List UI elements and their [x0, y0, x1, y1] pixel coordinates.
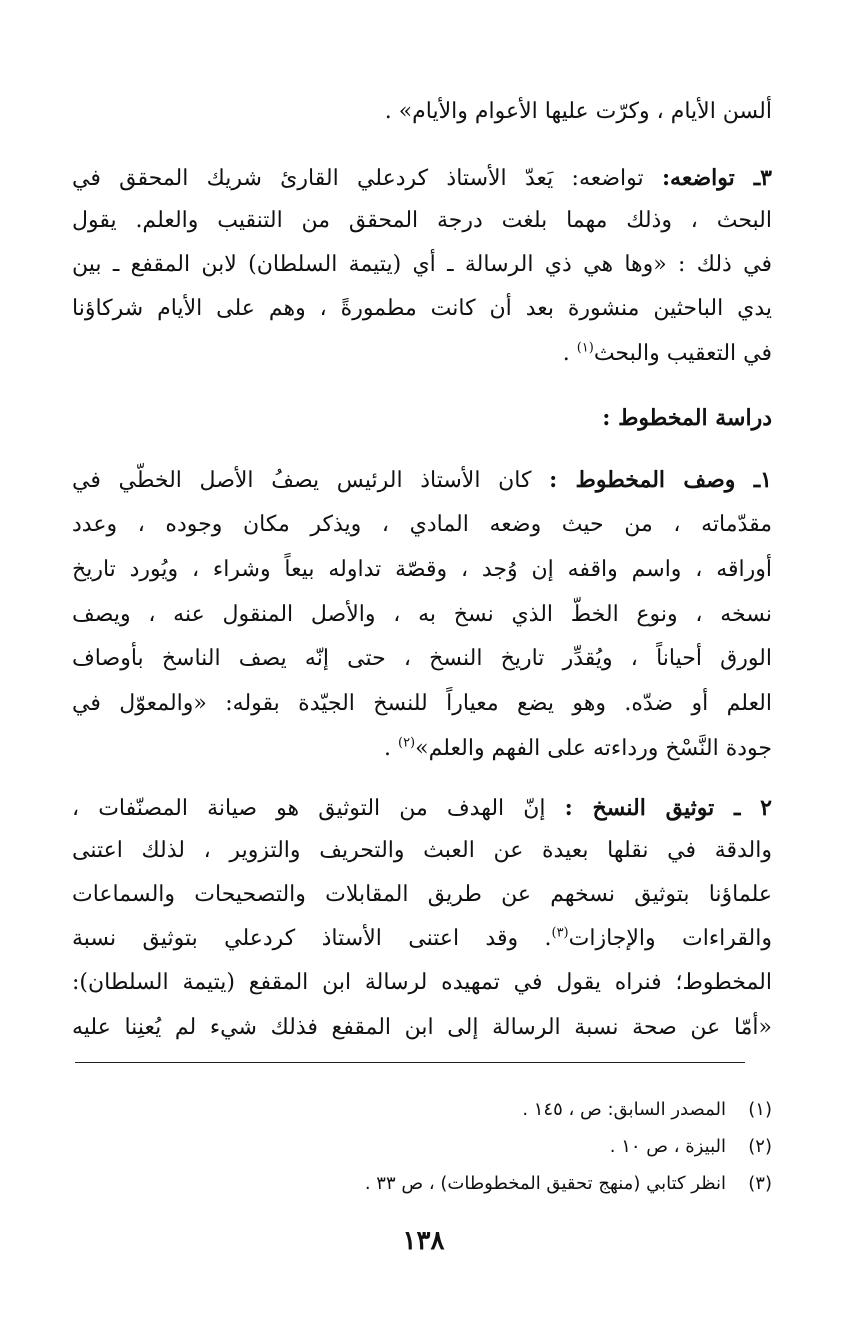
text-line-4: في ذلك : «وها هي ذي الرسالة ـ أي (يتيمة السلطان) لابن المقفع ـ بين: [72, 252, 772, 277]
page-number: ١٣٨: [402, 1226, 445, 1256]
text-line-9: مقدّماته ، من حيث وضعه المادي ، ويذكر مكان وجوده ، وعدد: [72, 512, 772, 537]
text-line-15: ٢ ـ توثيق النسخ : إنّ الهدف من التوثيق هو صيانة المصنّفات ،: [72, 795, 772, 821]
footnote-2: (٢)البيزة ، ص ١٠ .: [609, 1136, 772, 1157]
text-line-1: ألسن الأيام ، وكرّت عليها الأعوام والأيام» .: [384, 99, 772, 124]
text-line-20: «أمّا عن صحة نسبة الرسالة إلى ابن المقفع فذلك شيء لم يُعنِنا عليه: [72, 1015, 772, 1040]
text-line-17: علماؤنا بتوثيق نسخهم عن طريق المقابلات والتصحيحات والسماعات: [72, 882, 772, 907]
text-line-18: والقراءات والإجازات$^{(٣)}$. وقد اعتنى الأستاذ كردعلي بتوثيق نسبة: [72, 925, 773, 951]
footnote-3: (٣)انظر كتابي (منهج تحقيق المخطوطات) ، ص ٣٣ .: [364, 1173, 772, 1194]
text-line-16: والدقة في نقلها بعيدة عن العبث والتحريف والتزوير ، لذلك اعتنى: [72, 838, 772, 863]
text-line-12: الورق أحياناً ، ويُقدِّر تاريخ النسخ ، حتى إنّه يصف الناسخ بأوصاف: [72, 646, 772, 671]
text-line-11: نسخه ، ونوع الخطّ الذي نسخ به ، والأصل المنقول عنه ، ويصف: [72, 602, 772, 627]
text-line-6: في التعقيب والبحث$^{(١)}$ .: [562, 340, 772, 366]
item-label-1: ١ـ وصف المخطوط :: [549, 467, 772, 493]
item-label-2: ٢ ـ توثيق النسخ :: [564, 795, 772, 821]
text-line-2: [72, 158, 772, 198]
footnote-ref-1: (١): [576, 340, 594, 356]
text-line-13: العلم أو ضدّه. وهو يضع معياراً للنسخ الجيّدة بقوله: «والمعوّل في: [72, 691, 772, 716]
footnote-separator: [75, 1062, 745, 1063]
text-line-19: المخطوط؛ فنراه يقول في تمهيده لرسالة ابن المقفع (يتيمة السلطان):: [72, 970, 772, 995]
footnote-ref-2: (٢): [397, 735, 416, 751]
footnote-ref-3: (٣): [551, 925, 569, 941]
text-line-5: يدي الباحثين منشورة بعد أن كانت مطمورةً ، وهم على الأيام شركاؤنا: [72, 296, 772, 321]
section-heading: دراسة المخطوط :: [602, 405, 772, 431]
footnote-1: (١)المصدر السابق: ص ، ١٤٥ .: [522, 1099, 772, 1120]
text-line-10: أوراقه ، واسم واقفه إن وُجد ، وقصّة تداوله بيعاً وشراء ، ويُورد تاريخ: [72, 557, 772, 582]
item-label-3: ٣ـ تواضعه:: [661, 165, 772, 191]
text-line-3: البحث ، وذلك مهما بلغت درجة المحقق من التنقيب والعلم. يقول: [72, 208, 772, 233]
line-2-body: تواضعه: يَعدّ الأستاذ كردعلي القارئ شريك المحقق في: [72, 166, 644, 191]
text-line-8: ١ـ وصف المخطوط : كان الأستاذ الرئيس يصفُ الأصل الخطّي في: [72, 467, 772, 493]
text-line-14: جودة النَّسْخ ورداءته على الفهم والعلم»$^{(٢)}$ .: [383, 735, 772, 761]
